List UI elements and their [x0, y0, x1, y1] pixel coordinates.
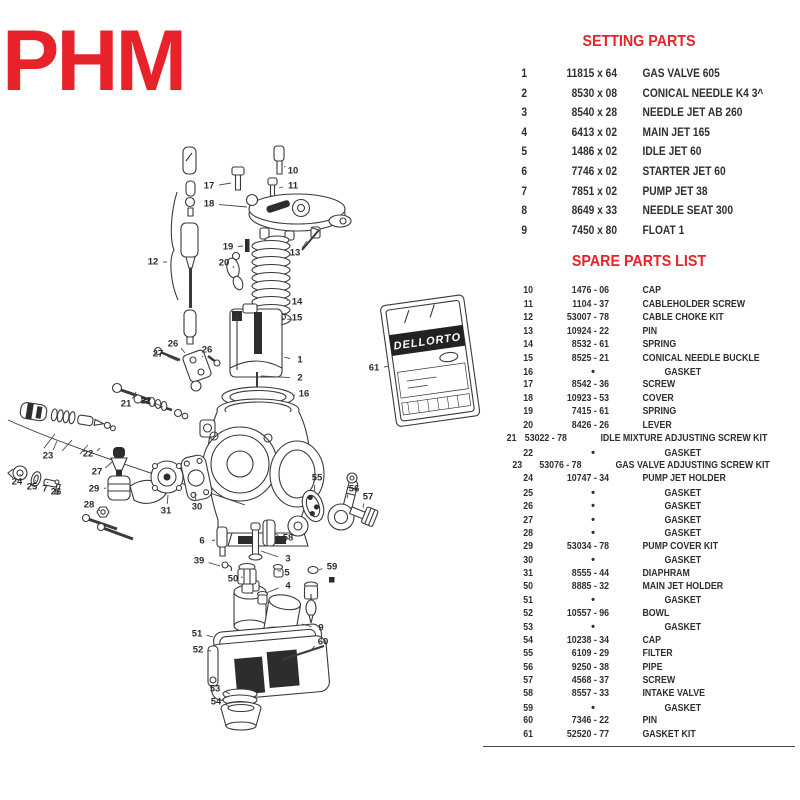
diagram-callout-25: 25	[26, 481, 38, 493]
part-code: 1486 x 02	[571, 144, 617, 159]
diagram-callout-19: 19	[222, 241, 234, 253]
setting-parts-table	[483, 66, 795, 242]
part-number: 51	[523, 595, 533, 607]
part-description: CAP	[642, 285, 662, 297]
parts-row	[483, 312, 795, 325]
part-code: 8532 - 61	[571, 339, 609, 351]
diagram-callout-39: 39	[193, 555, 205, 567]
part-number: 19	[523, 406, 533, 418]
part-carb-body	[200, 399, 324, 546]
parts-row	[483, 648, 795, 661]
part-code: 10238 - 34	[566, 634, 609, 646]
part-code-bullet: •	[591, 554, 595, 567]
part-description: GASKET	[664, 622, 702, 634]
parts-row	[483, 184, 795, 204]
diagram-callout-6: 6	[199, 535, 205, 547]
part-description: GASKET	[664, 366, 702, 378]
diagram-callout-51: 51	[191, 628, 203, 640]
diagram-callout-27: 27	[152, 348, 164, 360]
parts-row	[483, 487, 795, 500]
diagram-callout-2: 2	[297, 372, 303, 384]
part-code: 8649 x 33	[571, 203, 617, 218]
part-gasket-kit-envelope	[380, 294, 480, 427]
part-code: 4568 - 37	[571, 675, 609, 687]
part-description: CABLE CHOKE KIT	[642, 312, 724, 324]
part-number: 28	[523, 528, 533, 540]
part-description: DIAPHRAM	[642, 567, 690, 579]
part-number: 15	[523, 352, 533, 364]
part-code: 8540 x 28	[571, 105, 617, 120]
part-description: MAIN JET 165	[642, 124, 710, 139]
parts-row	[483, 702, 795, 715]
part-number: 7	[521, 183, 527, 198]
part-code-bullet: •	[591, 513, 595, 526]
diagram-callout-56: 56	[348, 483, 360, 495]
part-code-bullet: •	[591, 527, 595, 540]
part-number: 3	[521, 105, 527, 120]
diagram-callout-30: 30	[191, 501, 203, 513]
diagram-callout-12: 12	[147, 256, 159, 268]
part-code: 8426 - 26	[571, 419, 609, 431]
part-description: PUMP JET 38	[642, 183, 708, 198]
part-description: GASKET	[664, 487, 702, 499]
part-description: SCREW	[642, 379, 676, 391]
part-pump-assembly	[83, 447, 214, 539]
part-description: FILTER	[642, 648, 673, 660]
part-description: GASKET	[664, 555, 702, 567]
parts-row	[483, 473, 795, 486]
diagram-callout-4: 4	[285, 580, 291, 592]
diagram-callout-50: 50	[227, 573, 239, 585]
parts-row	[483, 406, 795, 419]
part-number: 53	[523, 622, 533, 634]
parts-row	[483, 460, 795, 473]
part-code-bullet: •	[591, 594, 595, 607]
parts-row	[483, 608, 795, 621]
part-description: NEEDLE SEAT 300	[642, 203, 734, 218]
diagram-callout-27: 27	[91, 466, 103, 478]
parts-row	[483, 514, 795, 527]
diagram-callout-60: 60	[317, 636, 329, 648]
part-description: GASKET	[664, 514, 702, 526]
part-code: 9250 - 38	[571, 661, 609, 673]
parts-row	[483, 366, 795, 379]
diagram-callout-58: 58	[282, 532, 294, 544]
diagram-callout-13: 13	[289, 247, 301, 259]
part-screws-top	[232, 146, 284, 196]
part-code: 7746 x 02	[571, 163, 617, 178]
part-number: 14	[523, 339, 533, 351]
diagram-callout-52: 52	[192, 644, 204, 656]
part-number: 26	[523, 501, 533, 513]
part-number: 27	[523, 514, 533, 526]
diagram-callout-21: 21	[120, 398, 132, 410]
part-description: SPRING	[642, 339, 677, 351]
part-code-bullet: •	[591, 621, 595, 634]
parts-row	[483, 164, 795, 184]
part-code: 8542 - 36	[571, 379, 609, 391]
part-code: 10923 - 53	[566, 392, 609, 404]
part-description: PIN	[642, 325, 658, 337]
parts-row	[483, 662, 795, 675]
diagram-callout-7: 7	[42, 483, 48, 495]
part-number: 10	[523, 285, 533, 297]
part-code: 7450 x 80	[571, 222, 617, 237]
parts-row	[483, 299, 795, 312]
part-code: 53034 - 78	[566, 540, 609, 552]
part-number: 60	[523, 715, 533, 727]
part-code-bullet: •	[591, 701, 595, 714]
diagram-callout-10: 10	[287, 165, 299, 177]
part-needle-seat	[305, 567, 335, 624]
part-description: COVER	[642, 392, 674, 404]
parts-lists-panel	[483, 33, 795, 747]
diagram-callout-61: 61	[368, 362, 380, 374]
part-number: 59	[523, 702, 533, 714]
diagram-callout-54: 54	[210, 696, 222, 708]
parts-row	[483, 621, 795, 634]
diagram-callout-26: 26	[50, 486, 62, 498]
part-code-bullet: •	[591, 365, 595, 378]
parts-row	[483, 715, 795, 728]
part-number: 24	[523, 473, 533, 485]
part-code: 8555 - 44	[571, 567, 609, 579]
part-number: 22	[523, 447, 533, 459]
part-code: 11815 x 64	[566, 66, 617, 80]
part-description: IDLE MIXTURE ADJUSTING SCREW KIT	[600, 433, 768, 445]
part-description: FLOAT 1	[642, 222, 685, 237]
part-bowl	[208, 623, 330, 730]
diagram-callout-53: 53	[209, 683, 221, 695]
part-number: 4	[521, 124, 527, 139]
diagram-callout-22: 22	[82, 448, 94, 460]
part-number: 1	[521, 66, 527, 80]
diagram-callout-26: 26	[201, 344, 213, 356]
parts-row	[483, 223, 795, 243]
part-code-bullet: •	[591, 486, 595, 499]
diagram-callout-15: 15	[291, 312, 303, 324]
diagram-callout-20: 20	[218, 257, 230, 269]
part-description: CONICAL NEEDLE BUCKLE	[642, 352, 760, 364]
part-description: INTAKE VALVE	[642, 688, 706, 700]
part-description: NEEDLE JET AB 260	[642, 105, 743, 120]
part-code: 8885 - 32	[571, 580, 609, 592]
part-code: 7851 x 02	[571, 183, 617, 198]
part-number: 9	[521, 222, 527, 237]
part-number: 54	[523, 634, 533, 646]
parts-row	[483, 554, 795, 567]
diagram-callout-14: 14	[291, 296, 303, 308]
part-cover	[247, 194, 352, 240]
diagram-callout-9: 9	[318, 622, 324, 634]
part-number: 55	[523, 648, 533, 660]
part-number: 56	[523, 661, 533, 673]
part-number: 16	[523, 366, 533, 378]
spare-parts-title: SPARE PARTS LIST	[571, 253, 707, 271]
part-description: GAS VALVE ADJUSTING SCREW KIT	[615, 460, 770, 472]
diagram-callout-3: 3	[285, 553, 291, 565]
part-description: STARTER JET 60	[642, 163, 726, 178]
diagram-callout-57: 57	[362, 491, 374, 503]
diagram-callout-1: 1	[297, 354, 303, 366]
parts-row	[483, 353, 795, 366]
part-number: 30	[523, 555, 533, 567]
parts-row	[483, 447, 795, 460]
part-number: 29	[523, 540, 533, 552]
diagram-callout-29: 29	[88, 483, 100, 495]
part-number: 52	[523, 607, 533, 619]
part-code: 6109 - 29	[571, 648, 609, 660]
part-number: 61	[523, 728, 533, 740]
part-number: 50	[523, 580, 533, 592]
setting-parts-title: SETTING PARTS	[582, 33, 696, 50]
part-code: 53022 - 78	[525, 433, 568, 445]
part-description: GASKET	[664, 447, 702, 459]
part-number: 13	[523, 325, 533, 337]
parts-row	[483, 527, 795, 540]
part-code-bullet: •	[591, 446, 595, 459]
part-code: 10747 - 34	[566, 473, 609, 485]
part-code: 1476 - 06	[571, 285, 609, 297]
part-description: MAIN JET HOLDER	[642, 580, 724, 592]
parts-row	[483, 285, 795, 298]
part-code: 1104 - 37	[572, 298, 609, 310]
part-code: 7415 - 61	[571, 406, 609, 418]
parts-row	[483, 379, 795, 392]
part-description: PIN	[642, 715, 658, 727]
spare-parts-table	[483, 285, 795, 747]
parts-row	[483, 66, 795, 86]
diagram-callout-31: 31	[160, 505, 172, 517]
parts-row	[483, 326, 795, 339]
part-code: 7346 - 22	[571, 715, 609, 727]
part-number: 8	[521, 203, 527, 218]
diagram-callout-11: 11	[287, 180, 299, 192]
part-description: GAS VALVE 605	[642, 66, 720, 80]
parts-row	[483, 729, 795, 742]
parts-row	[483, 393, 795, 406]
part-number: 5	[521, 144, 527, 159]
part-code: 10924 - 22	[566, 325, 609, 337]
part-description: PUMP COVER KIT	[642, 540, 719, 552]
diagram-callout-18: 18	[203, 198, 215, 210]
parts-row	[483, 105, 795, 125]
parts-row	[483, 541, 795, 554]
diagram-callout-55: 55	[311, 472, 323, 484]
parts-row	[483, 339, 795, 352]
parts-row	[483, 86, 795, 106]
part-number: 2	[521, 85, 527, 100]
part-code: 6413 x 02	[571, 124, 617, 139]
gasket-kit-brand: DELLORTO	[392, 331, 463, 353]
part-code: 52520 - 77	[566, 728, 609, 740]
parts-row	[483, 581, 795, 594]
part-number: 25	[523, 487, 533, 499]
part-number: 31	[523, 567, 533, 579]
diagram-callout-17: 17	[203, 180, 215, 192]
part-description: LEVER	[642, 419, 672, 431]
part-code: 10557 - 96	[566, 607, 609, 619]
part-number: 58	[523, 688, 533, 700]
brand-logo: PHM	[2, 13, 185, 109]
part-description: PUMP JET HOLDER	[642, 473, 726, 485]
part-number: 11	[523, 298, 533, 310]
part-description: GASKET	[664, 702, 702, 714]
diagram-callout-28: 28	[83, 499, 95, 511]
parts-row	[483, 500, 795, 513]
diagram-callout-23: 23	[42, 450, 54, 462]
part-description: CAP	[642, 634, 662, 646]
parts-row	[483, 420, 795, 433]
diagram-callout-5: 5	[284, 567, 290, 579]
part-code: 53076 - 78	[539, 460, 582, 472]
parts-row	[483, 125, 795, 145]
diagram-callout-24: 24	[11, 476, 23, 488]
parts-row	[483, 144, 795, 164]
part-choke-kit	[171, 147, 198, 344]
diagram-callout-22: 22	[140, 395, 152, 407]
part-description: GASKET	[664, 595, 702, 607]
part-number: 18	[523, 392, 533, 404]
part-number: 23	[512, 460, 523, 472]
part-code: 8557 - 33	[571, 688, 609, 700]
part-description: IDLE JET 60	[642, 144, 702, 159]
part-code-bullet: •	[591, 500, 595, 513]
part-description: SPRING	[642, 406, 677, 418]
parts-row	[483, 635, 795, 648]
parts-row	[483, 688, 795, 701]
part-code: 8530 x 08	[571, 85, 617, 100]
diagram-callout-26: 26	[167, 338, 179, 350]
part-description: GASKET KIT	[642, 728, 696, 740]
parts-row	[483, 568, 795, 581]
parts-row	[483, 433, 795, 446]
part-description: CABLEHOLDER SCREW	[642, 298, 746, 310]
parts-row	[483, 675, 795, 688]
part-description: BOWL	[642, 607, 670, 619]
part-number: 17	[523, 379, 533, 391]
parts-row	[483, 594, 795, 607]
diagram-callout-16: 16	[298, 388, 310, 400]
part-number: 21	[506, 433, 517, 445]
part-description: CONICAL NEEDLE K4 3^	[642, 85, 764, 100]
part-number: 57	[523, 675, 533, 687]
part-code: 8525 - 21	[571, 352, 609, 364]
part-code: 53007 - 78	[566, 312, 609, 324]
parts-row	[483, 203, 795, 223]
diagram-callout-59: 59	[326, 561, 338, 573]
part-number: 6	[521, 163, 527, 178]
part-number: 20	[523, 419, 533, 431]
part-description: GASKET	[664, 528, 702, 540]
part-description: PIPE	[642, 661, 663, 673]
part-description: SCREW	[642, 675, 676, 687]
part-description: GASKET	[664, 501, 702, 513]
part-number: 12	[523, 312, 533, 324]
